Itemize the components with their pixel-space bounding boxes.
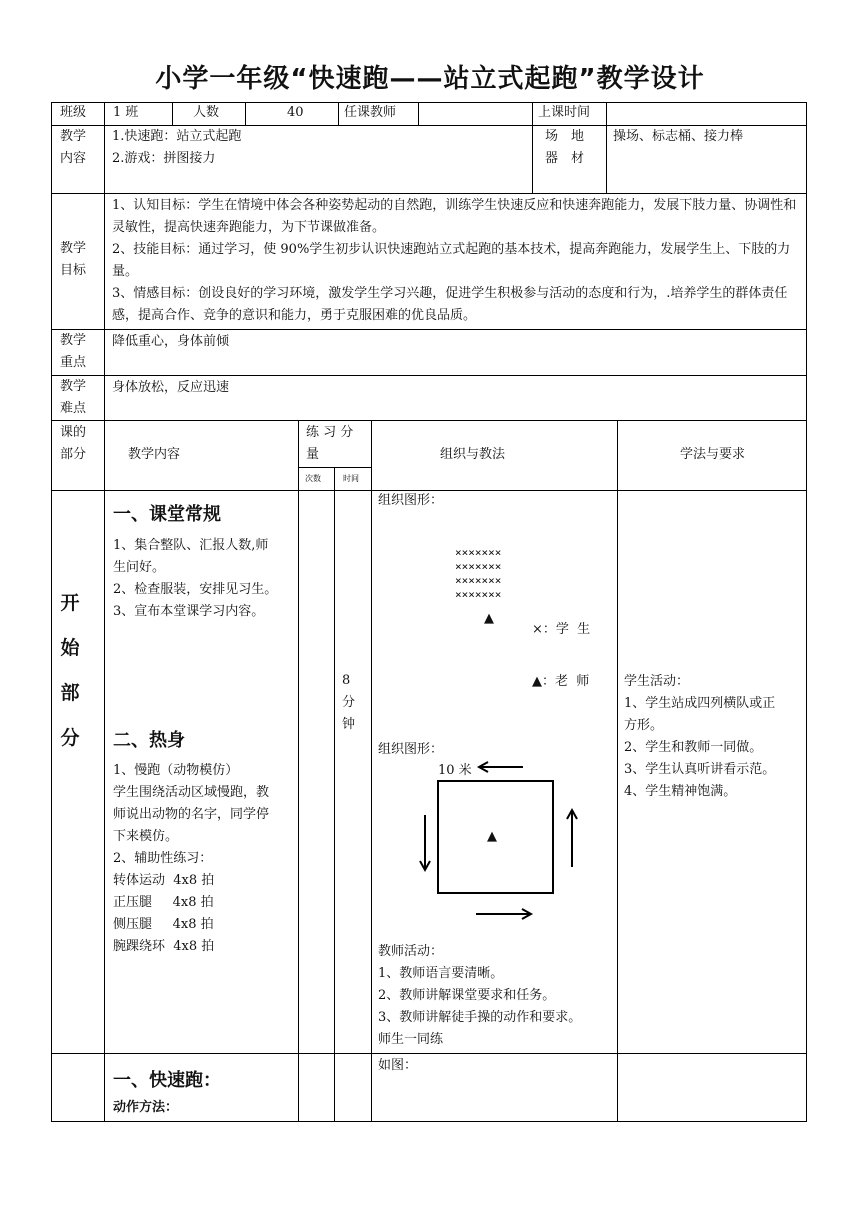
running-square-diagram bbox=[410, 755, 590, 925]
formation-row: ××××××× bbox=[455, 560, 502, 573]
basic-org-label: 如图： bbox=[378, 1058, 418, 1073]
goals-text: 1、认知目标：学生在情境中体会各种姿势起动的自然跑，训练学生快速反应和快速奔跑能力，发展下肢力量、协调性和灵敏性，提高快速奔跑能力，为下节课做准备。 2、技能目标：通过学习，使 90%学生初步认识快速跑站立式起跑的基本技术，提高奔跑能力，发展学生上、下肢的力量。 3、情感目标：创设良好的学习环境，激发学生学习兴趣，促进学生积极参与活动的态度和行为，.培养学生的群体责任感，提高合作、竞争的意识和能力，勇于克服困难的优良品质。 bbox=[112, 198, 797, 323]
goals-label: 教学 目标 bbox=[60, 241, 87, 278]
org-label-2: 组织图形： bbox=[378, 742, 444, 757]
part-char-4: 分 bbox=[60, 727, 80, 749]
content-label: 教学 内容 bbox=[60, 129, 87, 166]
teacher-label: 任课教师 bbox=[344, 105, 397, 120]
organization-header: 组织与教法 bbox=[440, 447, 506, 462]
part-char-2: 始 bbox=[60, 637, 80, 659]
teacher-activity: 教师活动： 1、教师语言要清晰。 2、教师讲解课堂要求和任务。 3、教师讲解徒手操的动作和要求。 师生一同练 bbox=[378, 944, 582, 1047]
arrow-down-icon bbox=[420, 815, 430, 870]
section-routine-title: 一、课堂常规 bbox=[113, 504, 221, 525]
section-warmup-items: 1、慢跑（动物模仿） 学生围绕活动区域慢跑，教 师说出动物的名字，同学停 下来模仿。 2、辅助性练习： 转体运动 4x8 拍 正压腿 4x8 拍 侧压腿 4x8 拍 腕踝绕环 4x8 拍 bbox=[113, 763, 270, 954]
arrow-right-icon bbox=[476, 909, 531, 919]
difficulty-text: 身体放松，反应迅速 bbox=[112, 380, 230, 395]
formation-row: ××××××× bbox=[455, 588, 502, 601]
class-value: 1 班 bbox=[113, 105, 139, 120]
part-char-3: 部 bbox=[60, 682, 80, 704]
student-activity: 学生活动： 1、学生站成四列横队或正 方形。 2、学生和教师一同做。 3、学生认真听讲看示范。 4、学生精神饱满。 bbox=[624, 674, 776, 799]
count-label: 人数 bbox=[193, 105, 220, 120]
opening-duration: 8 分 钟 bbox=[342, 673, 356, 732]
venue-label: 场 地 器 材 bbox=[545, 129, 585, 166]
distance-label: 10 米 bbox=[438, 763, 472, 778]
content-header: 教学内容 bbox=[128, 447, 181, 462]
section-sprint-title: 一、快速跑： bbox=[113, 1070, 221, 1091]
part-char-1: 开 bbox=[60, 592, 80, 614]
key-text: 降低重心，身体前倾 bbox=[112, 334, 230, 349]
section-warmup-title: 二、热身 bbox=[113, 730, 185, 751]
class-label: 班级 bbox=[60, 105, 87, 120]
arrow-left-icon bbox=[479, 762, 523, 772]
page-title: 小学一年级“快速跑——站立式起跑”教学设计 bbox=[155, 64, 705, 94]
teacher-center-icon: ▲ bbox=[487, 829, 497, 844]
section-routine-items: 1、集合整队、汇报人数,师 生问好。 2、检查服装，安排见习生。 3、宣布本堂课学习内容。 bbox=[113, 538, 278, 619]
org-label-1: 组织图形： bbox=[378, 493, 444, 508]
arrow-up-icon bbox=[567, 810, 577, 867]
duration-header: 时间 bbox=[343, 474, 359, 483]
count-value: 40 bbox=[287, 105, 304, 120]
formation-row: ××××××× bbox=[455, 574, 502, 587]
legend-teacher: ▲：老 师 bbox=[532, 674, 590, 689]
teacher-marker-icon: ▲ bbox=[484, 611, 494, 626]
key-label: 教学 重点 bbox=[60, 333, 87, 370]
section-sprint-subtitle: 动作方法： bbox=[113, 1100, 179, 1115]
time-label: 上课时间 bbox=[538, 105, 591, 120]
part-header: 课的 部分 bbox=[60, 425, 87, 462]
legend-student: ×：学 生 bbox=[532, 622, 591, 637]
formation-row: ××××××× bbox=[455, 546, 502, 559]
method-header: 学法与要求 bbox=[680, 447, 746, 462]
times-header: 次数 bbox=[305, 474, 321, 483]
difficulty-label: 教学 难点 bbox=[60, 379, 87, 416]
practice-header: 练 习 分 量 bbox=[306, 425, 354, 462]
content-items: 1.快速跑：站立式起跑 2.游戏：拼图接力 bbox=[112, 129, 242, 166]
venue-value: 操场、标志桶、接力棒 bbox=[613, 129, 744, 144]
